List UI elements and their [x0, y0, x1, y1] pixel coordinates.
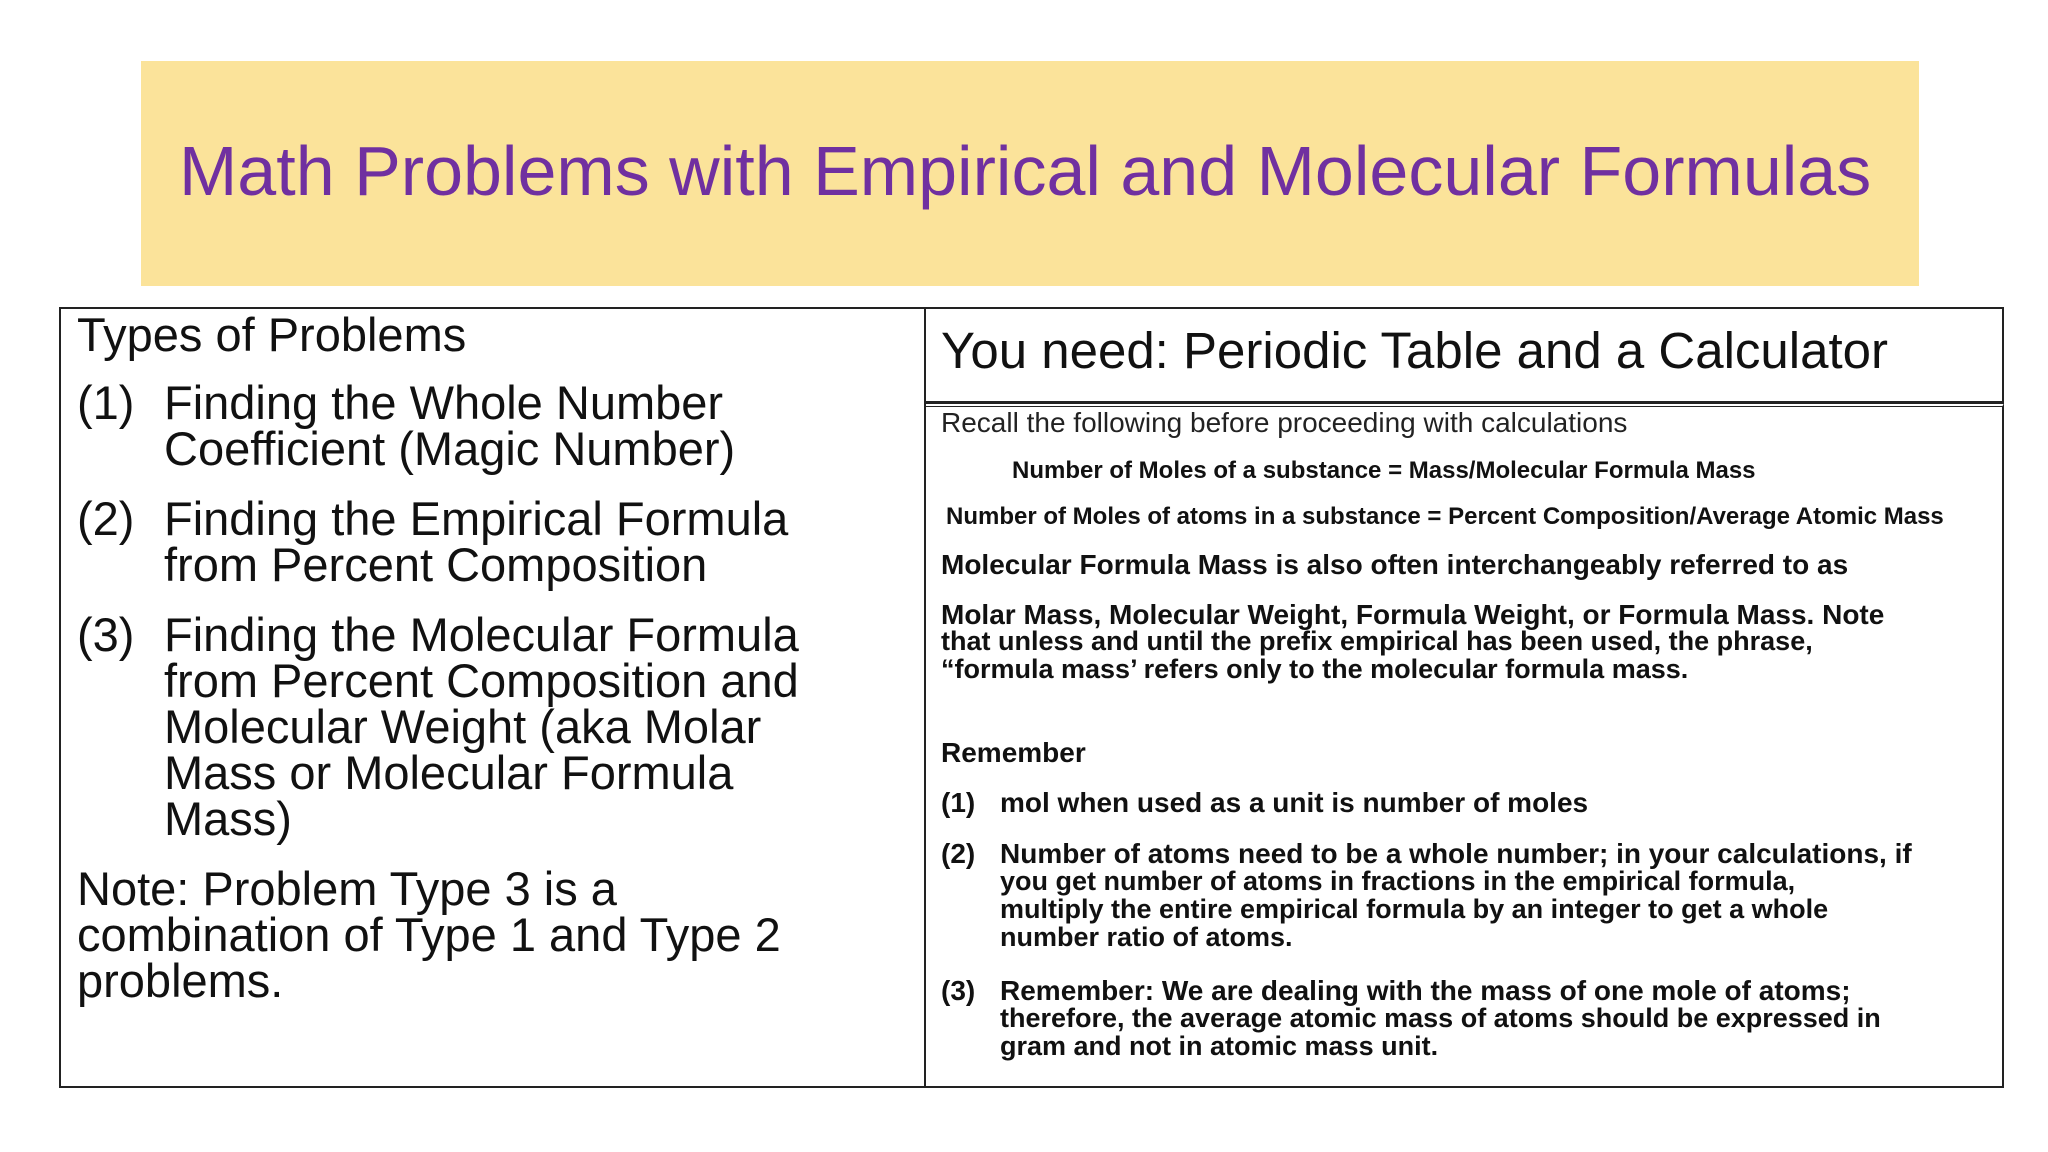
item-line: Coefficient (Magic Number) [164, 422, 736, 475]
item-number: (3) [941, 975, 976, 1006]
item-line: Number of atoms need to be a whole number; in your calculations, if [1000, 838, 1912, 869]
item-line: Finding the Whole Number [164, 376, 724, 429]
item-line: therefore, the average atomic mass of atoms should be expressed in [1000, 1003, 1881, 1033]
mfm-line: Molar Mass, Molecular Weight, Formula Weight, or Formula Mass. Note [941, 599, 1885, 630]
item-number: (3) [77, 608, 135, 661]
recall-box [926, 403, 2004, 1088]
title-banner [141, 61, 1919, 286]
formula-moles-substance: Number of Moles of a substance = Mass/Molecular Formula Mass [1012, 457, 1756, 484]
note-line: combination of Type 1 and Type 2 [77, 908, 781, 961]
item-line: multiply the entire empirical formula by an integer to get a whole [1000, 894, 1829, 924]
note-line: problems. [77, 954, 284, 1007]
mfm-line: Molecular Formula Mass is also often interchangeably referred to as [941, 549, 1849, 580]
you-need-text: You need: Periodic Table and a Calculator [941, 322, 1889, 379]
remember-heading: Remember [941, 737, 1086, 768]
item-line: from Percent Composition [164, 538, 708, 591]
item-line: Remember: We are dealing with the mass of one mole of atoms; [1000, 975, 1851, 1006]
formula-moles-atoms: Number of Moles of atoms in a substance = Percent Composition/Average Atomic Mass [946, 503, 1944, 530]
types-of-problems-box [59, 307, 926, 1088]
recall-text: Recall the following before proceeding with calculations [941, 407, 1628, 438]
item-line: Mass) [164, 792, 292, 845]
item-line: from Percent Composition and [164, 654, 799, 707]
item-line: Molecular Weight (aka Molar [164, 700, 762, 753]
item-line: number ratio of atoms. [1000, 922, 1293, 952]
item-number: (2) [77, 492, 135, 545]
mfm-line: that unless and until the prefix empirical has been used, the phrase, [941, 626, 1813, 656]
item-line: Finding the Molecular Formula [164, 608, 799, 661]
item-number: (1) [77, 376, 135, 429]
slide-title: Math Problems with Empirical and Molecular Formulas [179, 132, 1872, 210]
item-line: you get number of atoms in fractions in the empirical formula, [1000, 866, 1796, 896]
item-line: Mass or Molecular Formula [164, 746, 734, 799]
note-line: Note: Problem Type 3 is a [77, 862, 617, 915]
item-line: Finding the Empirical Formula [164, 492, 789, 545]
item-line: gram and not in atomic mass unit. [1000, 1031, 1439, 1061]
item-number: (1) [941, 787, 976, 818]
mfm-line: “formula mass’ refers only to the molecular formula mass. [941, 654, 1689, 684]
you-need-box [926, 307, 2004, 403]
item-number: (2) [941, 838, 976, 869]
types-heading: Types of Problems [77, 308, 467, 361]
item-line: mol when used as a unit is number of moles [1000, 787, 1589, 818]
